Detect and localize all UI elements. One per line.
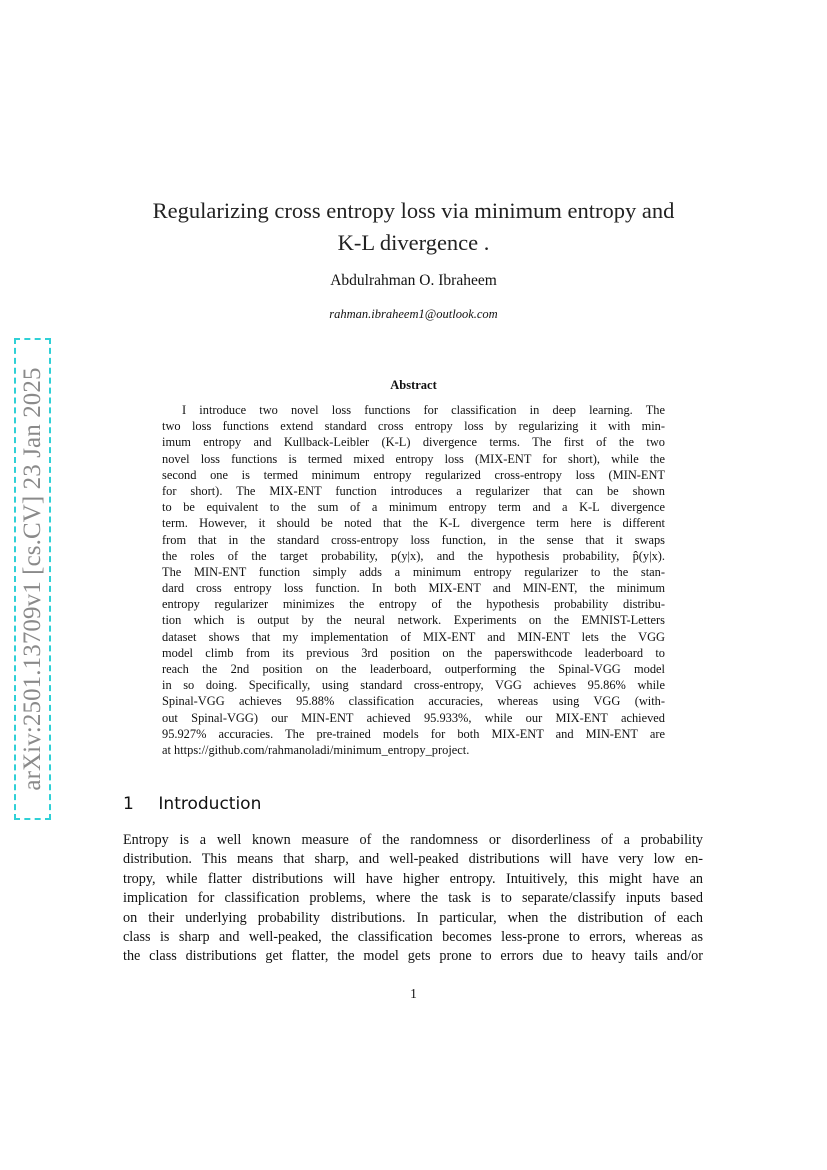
- abstract-line: I introduce two novel loss functions for classification in deep learning. The: [182, 403, 665, 417]
- abstract-line: tion which is output by the neural network. Experiments on the EMNIST-Letters: [162, 613, 665, 628]
- intro-line: class is sharp and well-peaked, the classification becomes less-prone to errors, whereas as: [123, 928, 703, 945]
- intro-line: Entropy is a well known measure of the randomness or disorderliness of a probability: [123, 832, 703, 848]
- arxiv-stamp: [14, 338, 51, 820]
- abstract-line: for short). The MIX-ENT function introduces a regularizer that can be shown: [162, 483, 665, 498]
- intro-line: on their underlying probability distributions. In particular, when the distribution of each: [123, 909, 703, 926]
- abstract-heading: Abstract: [390, 378, 437, 392]
- introduction-body: [123, 831, 703, 967]
- abstract-line: dataset shows that my implementation of MIX-ENT and MIN-ENT lets the VGG: [162, 629, 665, 644]
- abstract-line: out Spinal-VGG) our MIN-ENT achieved 95.933%, while our MIX-ENT achieved: [162, 710, 665, 725]
- abstract-line: The MIN-ENT function simply adds a minimum entropy regularizer to the stan-: [162, 564, 665, 579]
- abstract-line: reach the 2nd position on the leaderboard, outperforming the Spinal-VGG model: [162, 662, 665, 676]
- intro-line: distribution. This means that sharp, and well-peaked distributions will have very low en-: [123, 851, 703, 868]
- section-heading-introduction: [123, 794, 713, 814]
- abstract-line: in so doing. Specifically, using standard cross-entropy, VGG achieves 95.86% while: [162, 678, 665, 693]
- abstract-line: entropy regularizer minimizes the entropy of the hypothesis probability distribu-: [162, 597, 665, 612]
- abstract-line: term. However, it should be noted that the K-L divergence term here is different: [162, 516, 665, 531]
- intro-line: implication for classification problems, where the task is to separate/classify inputs based: [123, 890, 703, 907]
- abstract-line: model climb from its previous 3rd position on the paperswithcode leaderboard to: [162, 645, 665, 660]
- abstract-line: from that in the standard cross-entropy loss function, in the sense that it swaps: [162, 532, 665, 547]
- abstract-line: imum entropy and Kullback-Leibler (K-L) divergence terms. The first of the two: [162, 435, 665, 450]
- title-line: K-L divergence .: [337, 230, 490, 255]
- abstract-line: the roles of the target probability, p(y|x), and the hypothesis probability, p̂(y|x).: [162, 548, 665, 563]
- abstract-line: to be equivalent to the sum of a minimum entropy term and a K-L divergence: [162, 500, 665, 515]
- abstract-body: [162, 402, 665, 758]
- intro-line: tropy, while flatter distributions will have higher entropy. Intuitively, this might have an: [123, 870, 703, 887]
- title-line: Regularizing cross entropy loss via minimum entropy and: [152, 198, 675, 223]
- abstract-line-github-link[interactable]: at https://github.com/rahmanoladi/minimum_entropy_project.: [162, 742, 470, 757]
- abstract-line: two loss functions extend standard cross entropy loss by regularizing it with min-: [162, 419, 665, 434]
- section-title: Introduction: [158, 794, 262, 814]
- abstract-line: second one is termed minimum entropy regularized cross-entropy loss (MIN-ENT: [162, 467, 665, 482]
- arxiv-stamp-text: arXiv:2501.13709v1 [cs.CV] 23 Jan 2025: [18, 367, 46, 791]
- abstract-line: novel loss functions is termed mixed entropy loss (MIX-ENT for short), while the: [162, 451, 665, 466]
- intro-line: the class distributions get flatter, the model gets prone to errors due to heavy tails and/or: [123, 948, 703, 965]
- abstract-line: 95.927% accuracies. The pre-trained models for both MIX-ENT and MIN-ENT are: [162, 726, 665, 741]
- section-number: 1: [123, 794, 134, 814]
- page-number: 1: [410, 986, 417, 1001]
- abstract-line: Spinal-VGG achieves 95.88% classification accuracies, whereas using VGG (with-: [162, 694, 665, 709]
- author-name: Abdulrahman O. Ibraheem: [330, 272, 497, 289]
- abstract-line: dard cross entropy loss function. In both MIX-ENT and MIN-ENT, the minimum: [162, 581, 665, 596]
- author-email: rahman.ibraheem1@outlook.com: [329, 307, 498, 321]
- paper-title: [120, 195, 707, 259]
